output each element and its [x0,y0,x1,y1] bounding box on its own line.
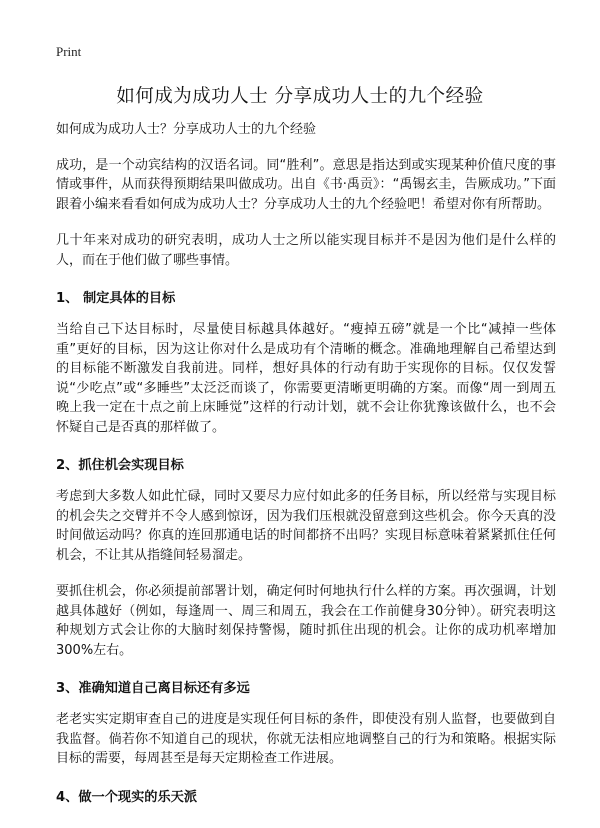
article-subtitle: 如何成为成功人士？分享成功人士的九个经验 [56,122,317,137]
section-heading-3: 3、准确知道自己离目标还有多远 [56,681,250,696]
intro-paragraph-2: 几十年来对成功的研究表明，成功人士之所以能实现目标并不是因为他们是什么样的人，而在于他们做了哪些事情。 [56,233,556,268]
section-3-paragraph-1: 老老实实定期审查自己的进度是实现任何目标的条件，即使没有别人监督，也要做到自我监督。倘若你不知道自己的现状，你就无法相应地调整自己的行为和策略。根据实际目标的需要，每周甚至是每天定期检查工作进展。 [56,712,556,766]
section-heading-4: 4、做一个现实的乐天派 [56,789,198,805]
print-link[interactable]: Print [56,44,82,59]
section-heading-2: 2、抓住机会实现目标 [56,458,184,473]
article-title: 如何成为成功人士 分享成功人士的九个经验 [116,86,484,107]
section-1-paragraph-1: 当给自己下达目标时，尽量使目标越具体越好。“瘦掉五磅”就是一个比“减掉一些体重”更好的目标，因为这让你对什么是成功有个清晰的概念。准确地理解自己希望达到的目标能不断激发自我前进。同样，想好具体的行动有助于实现你的目标。仅仅发誓说“少吃点”或“多睡些”太泛泛而谈了，你需要更清晰更明确的方案。而像“周一到周五晚上我一定在十点之前上床睡觉”这样的行动计划，就不会让你犹豫该做什么，也不会怀疑自己是否真的那样做了。 [56,322,556,435]
article-body [56,120,556,819]
section-2-paragraph-1: 考虑到大多数人如此忙碌，同时又要尽力应付如此多的任务目标，所以经常与实现目标的机会失之交臂并不令人感到惊讶，因为我们压根就没留意到这些机会。你今天真的没时间做运动吗？你真的连回那通电话的时间都挤不出吗？实现目标意味着紧紧抓住任何机会，不让其从指缝间轻易溜走。 [56,489,556,563]
intro-paragraph-1: 成功，是一个动宾结构的汉语名词。同“胜利”。意思是指达到或实现某种价值尺度的事情或事件，从而获得预期结果叫做成功。出自《书·禹贡》：“禹锡玄圭，告厥成功。”下面跟着小编来看看如何成为成功人士？分享成功人士的九个经验吧！希望对你有所帮助。 [56,157,556,212]
section-2-paragraph-2: 要抓住机会，你必须提前部署计划，确定何时何地执行什么样的方案。再次强调，计划越具体越好（例如，每逢周一、周三和周五，我会在工作前健身30分钟）。研究表明这种规划方式会让你的大脑时刻保持警惕，随时抓住出现的机会。让你的成功机率增加300%左右。 [56,584,556,658]
section-heading-1: 1、 制定具体的目标 [56,291,176,306]
